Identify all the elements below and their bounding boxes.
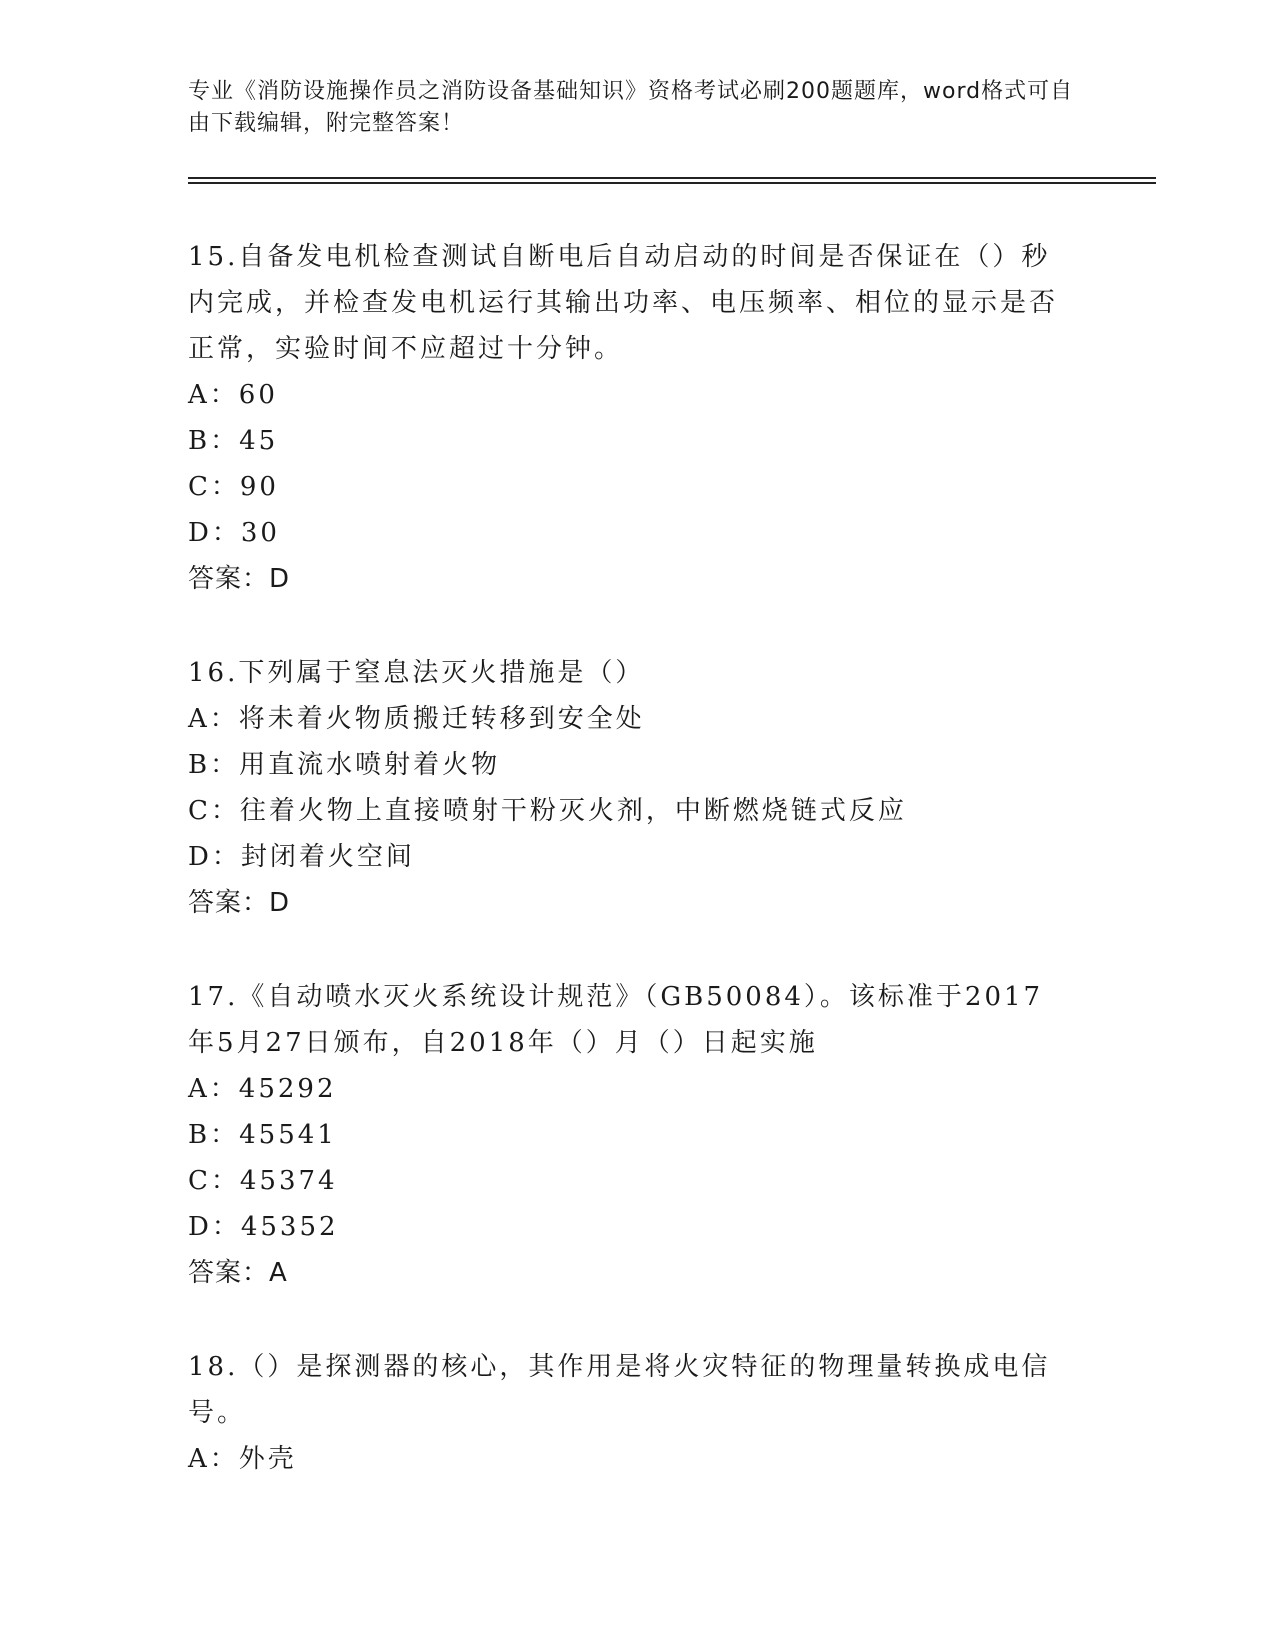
question-16: [188, 650, 1068, 926]
question-stem: 17.《自动喷水灭火系统设计规范》（GB50084）。该标准于2017年5月27日颁布，自2018年（）月（）日起实施: [188, 982, 1044, 1058]
document-header: 专业《消防设施操作员之消防设备基础知识》资格考试必刷200题题库，word格式可自由下载编辑，附完整答案！: [188, 79, 1074, 136]
option-c: C：45374: [188, 1166, 338, 1196]
option-a: A：45292: [188, 1074, 337, 1104]
option-b: B：45: [188, 426, 279, 456]
answer: 答案：D: [188, 888, 291, 918]
option-d: D：30: [188, 518, 280, 548]
question-17: [188, 974, 1068, 1296]
answer: 答案：D: [188, 564, 291, 594]
option-a: A：60: [188, 380, 278, 410]
option-c: C：往着火物上直接喷射干粉灭火剂，中断燃烧链式反应: [188, 796, 907, 826]
question-stem: 18.（）是探测器的核心，其作用是将火灾特征的物理量转换成电信号。: [188, 1352, 1051, 1428]
answer: 答案：A: [188, 1258, 288, 1288]
question-stem: 15.自备发电机检查测试自断电后自动启动的时间是否保证在（）秒内完成，并检查发电机运行其输出功率、电压频率、相位的显示是否正常，实验时间不应超过十分钟。: [188, 242, 1059, 364]
option-a: A：外壳: [188, 1444, 297, 1474]
option-d: D：封闭着火空间: [188, 842, 415, 872]
option-d: D：45352: [188, 1212, 339, 1242]
question-list: [188, 234, 1068, 1530]
question-stem: 16.下列属于窒息法灭火措施是（）: [188, 658, 645, 688]
header-divider-bottom: [188, 182, 1156, 184]
option-b: B：用直流水喷射着火物: [188, 750, 501, 780]
option-a: A：将未着火物质搬迁转移到安全处: [188, 704, 645, 734]
header-divider-top: [188, 177, 1156, 179]
option-b: B：45541: [188, 1120, 337, 1150]
question-15: [188, 234, 1068, 602]
question-18: [188, 1344, 1068, 1482]
option-c: C：90: [188, 472, 279, 502]
